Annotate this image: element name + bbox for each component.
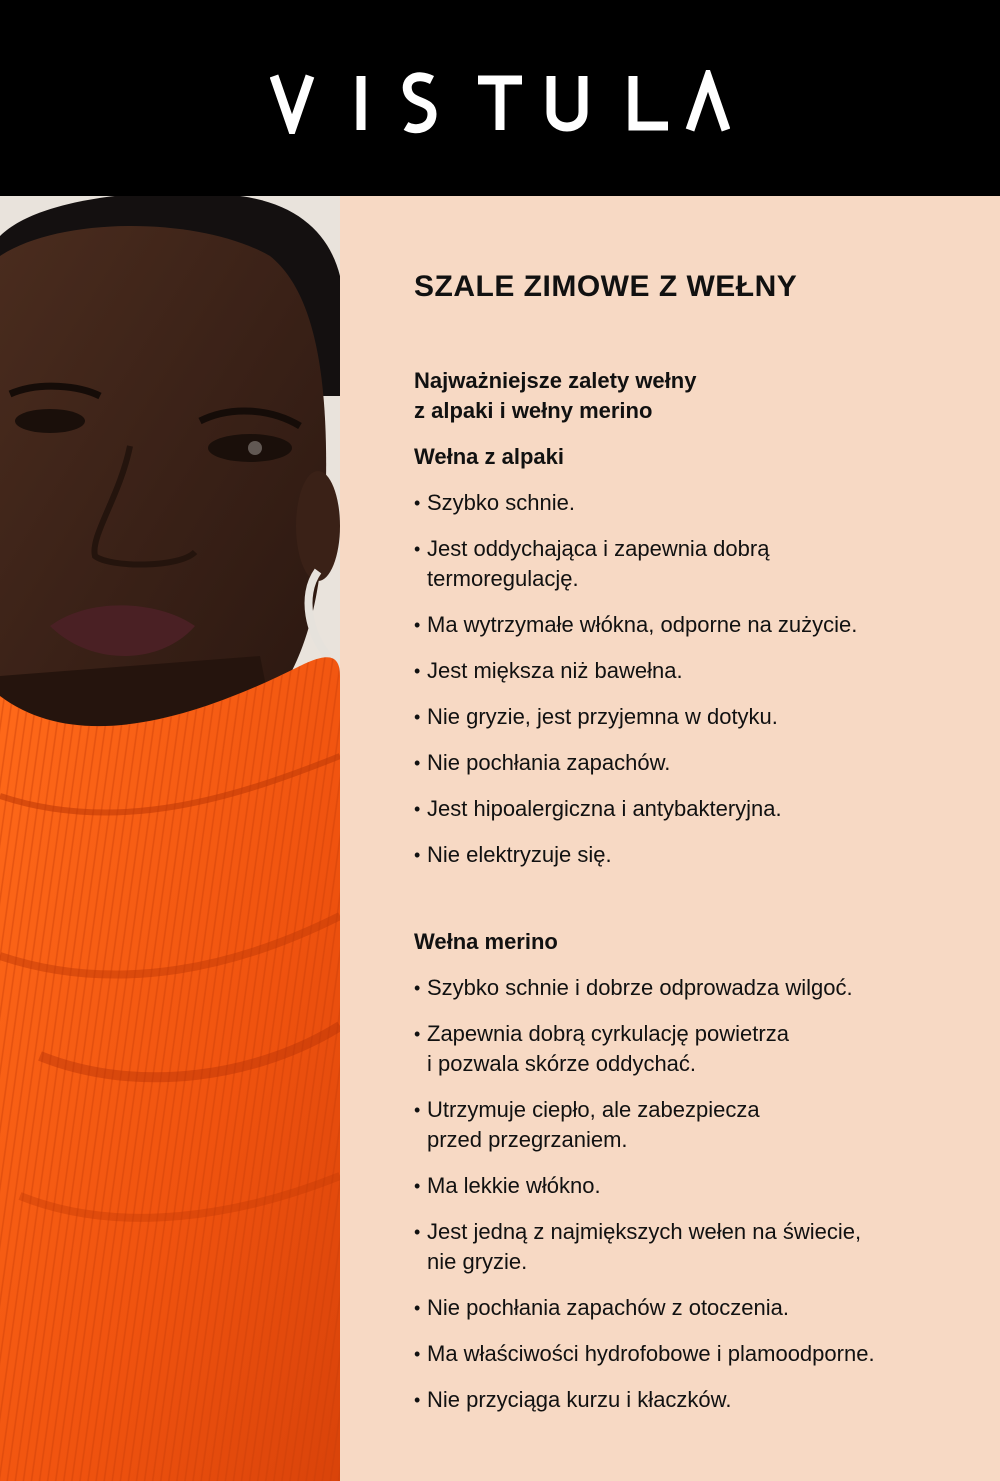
- benefit-item: [414, 1293, 875, 1323]
- benefit-item: [414, 1095, 875, 1155]
- subtitle-line: z alpaki i wełny merino: [414, 398, 653, 423]
- benefit-item: [414, 488, 857, 518]
- benefit-text: • Szybko schnie.: [427, 490, 575, 515]
- subtitle: [414, 366, 696, 426]
- benefit-text: i pozwala skórze oddychać.: [427, 1051, 697, 1076]
- benefit-item: [414, 656, 857, 686]
- benefit-text: • Nie przyciąga kurzu i kłaczków.: [427, 1387, 732, 1412]
- benefit-text: • Jest oddychająca i zapewnia dobrą: [427, 536, 770, 561]
- benefit-item: [414, 1385, 875, 1415]
- benefit-item: [414, 840, 857, 870]
- benefit-item: [414, 1019, 875, 1079]
- benefit-text: nie gryzie.: [427, 1249, 528, 1274]
- benefit-text: • Ma właściwości hydrofobowe i plamoodporne.: [427, 1341, 875, 1366]
- benefit-item: [414, 973, 875, 1003]
- page-title: SZALE ZIMOWE Z WEŁNY: [414, 270, 798, 303]
- benefit-item: [414, 702, 857, 732]
- merino-benefits-list: [414, 973, 875, 1431]
- benefit-text: przed przegrzaniem.: [427, 1127, 628, 1152]
- benefit-text: • Zapewnia dobrą cyrkulację powietrza: [427, 1021, 789, 1046]
- benefit-text: termoregulację.: [427, 566, 579, 591]
- benefit-item: [414, 1217, 875, 1277]
- benefit-text: • Nie pochłania zapachów z otoczenia.: [427, 1295, 790, 1320]
- subtitle-line: Najważniejsze zalety wełny: [414, 368, 697, 393]
- benefit-text: • Jest hipoalergiczna i antybakteryjna.: [427, 796, 782, 821]
- benefit-text: • Nie pochłania zapachów.: [427, 750, 671, 775]
- benefit-item: [414, 794, 857, 824]
- model-photo: [0, 196, 340, 1481]
- benefit-item: [414, 1171, 875, 1201]
- benefit-item: [414, 748, 857, 778]
- alpaca-benefits-list: [414, 488, 857, 886]
- benefit-text: • Nie gryzie, jest przyjemna w dotyku.: [427, 704, 778, 729]
- benefit-text: • Nie elektryzuje się.: [427, 842, 612, 867]
- benefit-text: • Szybko schnie i dobrze odprowadza wilgoć.: [427, 975, 853, 1000]
- section-heading-alpaca: Wełna z alpaki: [414, 444, 564, 469]
- benefit-item: [414, 1339, 875, 1369]
- benefit-text: • Utrzymuje ciepło, ale zabezpiecza: [427, 1097, 760, 1122]
- vistula-logo: [270, 70, 730, 134]
- brand-header: [0, 0, 1000, 196]
- benefit-text: • Jest jedną z najmiększych wełen na świecie,: [427, 1219, 862, 1244]
- benefit-item: [414, 610, 857, 640]
- model-illustration: [0, 196, 340, 1481]
- benefit-item: [414, 534, 857, 594]
- benefit-text: • Jest miększa niż bawełna.: [427, 658, 683, 683]
- benefit-text: • Ma lekkie włókno.: [427, 1173, 601, 1198]
- section-heading-merino: Wełna merino: [414, 929, 558, 954]
- benefit-text: • Ma wytrzymałe włókna, odporne na zużycie.: [427, 612, 858, 637]
